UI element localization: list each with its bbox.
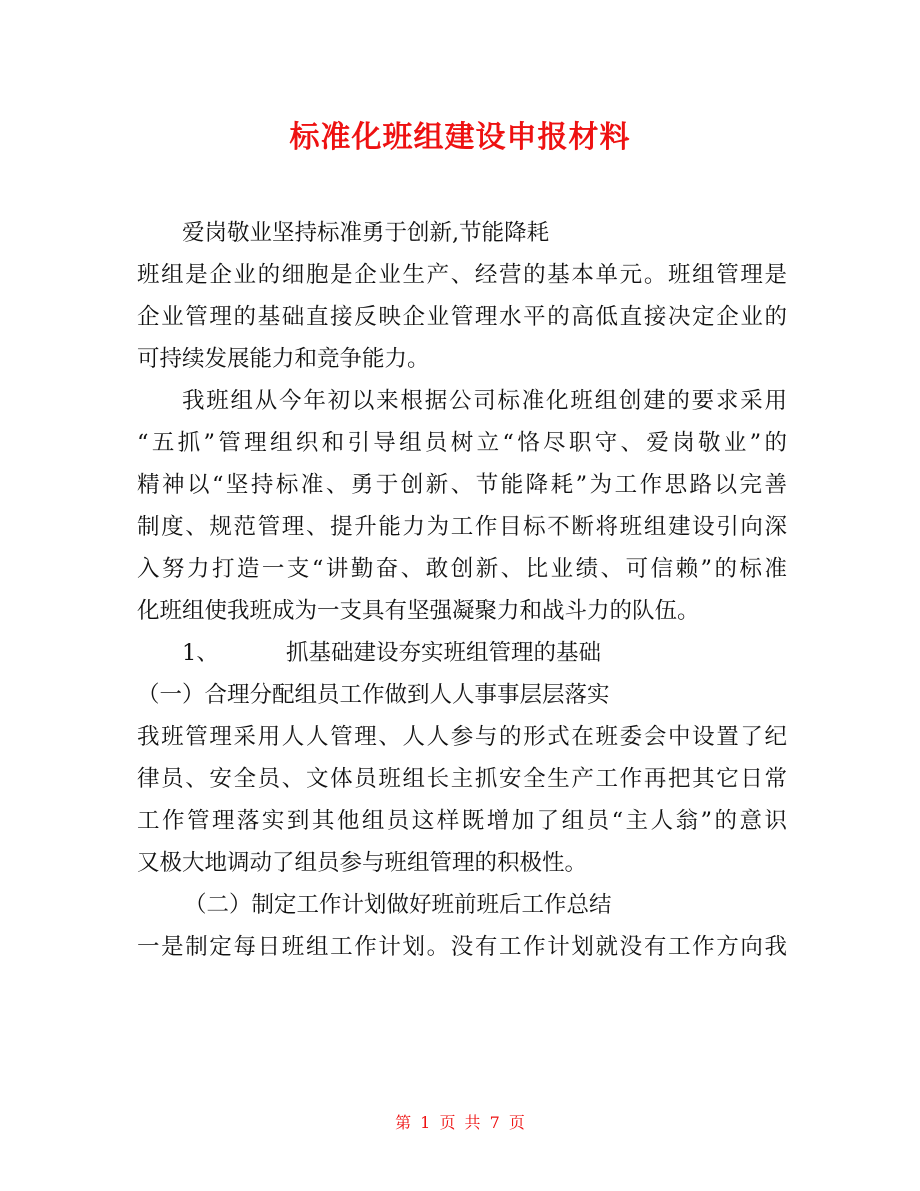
paragraph-line: 化班组使我班成为一支具有坚强凝聚力和战斗力的队伍。 [137, 598, 700, 624]
paragraph-line: 我班组从今年初以来根据公司标准化班组创建的要求采用 [182, 388, 787, 414]
section-heading-text: 抓基础建设夯实班组管理的基础 [286, 640, 602, 666]
paragraph-line: 制度、规范管理、提升能力为工作目标不断将班组建设引向深 [137, 514, 787, 540]
paragraph-line: 可持续发展能力和竞争能力。 [137, 346, 430, 372]
paragraph-line: 班组是企业的细胞是企业生产、经营的基本单元。班组管理是 [137, 262, 787, 288]
document-body [137, 212, 787, 968]
subtitle-line: 爱岗敬业坚持标准勇于创新,节能降耗 [182, 220, 550, 246]
paragraph-line: 一是制定每日班组工作计划。没有工作计划就没有工作方向我 [137, 934, 787, 960]
paragraph-line: 精神以“坚持标准、勇于创新、节能降耗”为工作思路以完善 [137, 472, 787, 498]
page-footer: 第 1 页 共 7 页 [395, 1113, 525, 1132]
paragraph-line: 入努力打造一支“讲勤奋、敢创新、比业绩、可信赖”的标准 [137, 556, 787, 582]
paragraph-line: “五抓”管理组织和引导组员树立“恪尽职守、爱岗敬业”的 [137, 430, 787, 456]
paragraph-line: 企业管理的基础直接反映企业管理水平的高低直接决定企业的 [137, 304, 787, 330]
paragraph-line: 又极大地调动了组员参与班组管理的积极性。 [137, 850, 588, 876]
subsection-heading: （二）制定工作计划做好班前班后工作总结 [184, 892, 612, 918]
paragraph-line: 我班管理采用人人管理、人人参与的形式在班委会中设置了纪 [137, 724, 787, 750]
paragraph-line: 工作管理落实到其他组员这样既增加了组员“主人翁”的意识 [137, 808, 787, 834]
section-heading [137, 632, 787, 674]
document-title: 标准化班组建设申报材料 [289, 120, 631, 155]
section-number: 1、 [182, 640, 219, 666]
subsection-heading: （一）合理分配组员工作做到人人事事层层落实 [137, 682, 610, 708]
paragraph-line: 律员、安全员、文体员班组长主抓安全生产工作再把其它日常 [137, 766, 787, 792]
